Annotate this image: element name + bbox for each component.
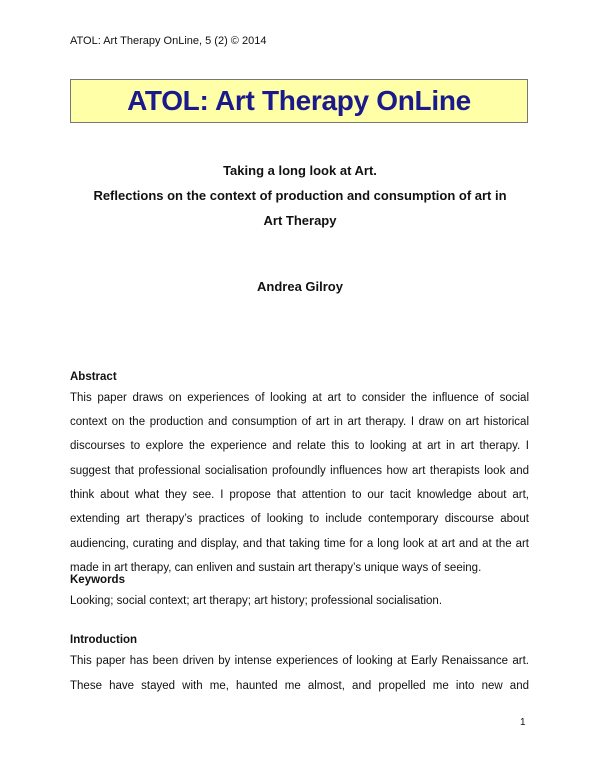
abstract-line: think about what they see. I propose that attention to our tacit knowledge about art, — [70, 489, 529, 501]
journal-banner — [70, 79, 528, 123]
abstract-line: discourses to explore the experience and relate this to looking at art in art therapy. I — [70, 440, 529, 452]
page-number: 1 — [520, 717, 526, 728]
abstract-line: suggest that professional socialisation profoundly influences how art therapists look and — [70, 465, 529, 477]
abstract-line: made in art therapy, can enliven and sustain art therapy’s unique ways of seeing. — [70, 562, 482, 574]
title-line: Reflections on the context of production and consumption of art in — [93, 188, 507, 203]
abstract-line: audiencing, curating and display, and that taking time for a long look at art and at the art — [70, 538, 529, 550]
journal-title: ATOL: Art Therapy OnLine — [127, 85, 471, 116]
title-line: Taking a long look at Art. — [223, 163, 377, 178]
abstract-line: This paper draws on experiences of looking at art to consider the influence of social — [70, 392, 529, 404]
author: Andrea Gilroy — [257, 279, 343, 294]
introduction-heading: Introduction — [70, 634, 138, 646]
keywords-heading: Keywords — [70, 574, 125, 586]
introduction-line: These have stayed with me, haunted me almost, and propelled me into new and — [70, 680, 529, 692]
title-line: Art Therapy — [263, 213, 337, 228]
running-header: ATOL: Art Therapy OnLine, 5 (2) © 2014 — [70, 35, 267, 47]
introduction-line: This paper has been driven by intense experiences of looking at Early Renaissance art. — [70, 655, 529, 667]
abstract-line: extending art therapy’s practices of looking to include contemporary discourse about — [70, 513, 529, 525]
abstract-heading: Abstract — [70, 371, 117, 383]
abstract-line: context on the production and consumption of art in art therapy. I draw on art historical — [70, 416, 529, 428]
keywords-text: Looking; social context; art therapy; art history; professional socialisation. — [70, 595, 443, 607]
